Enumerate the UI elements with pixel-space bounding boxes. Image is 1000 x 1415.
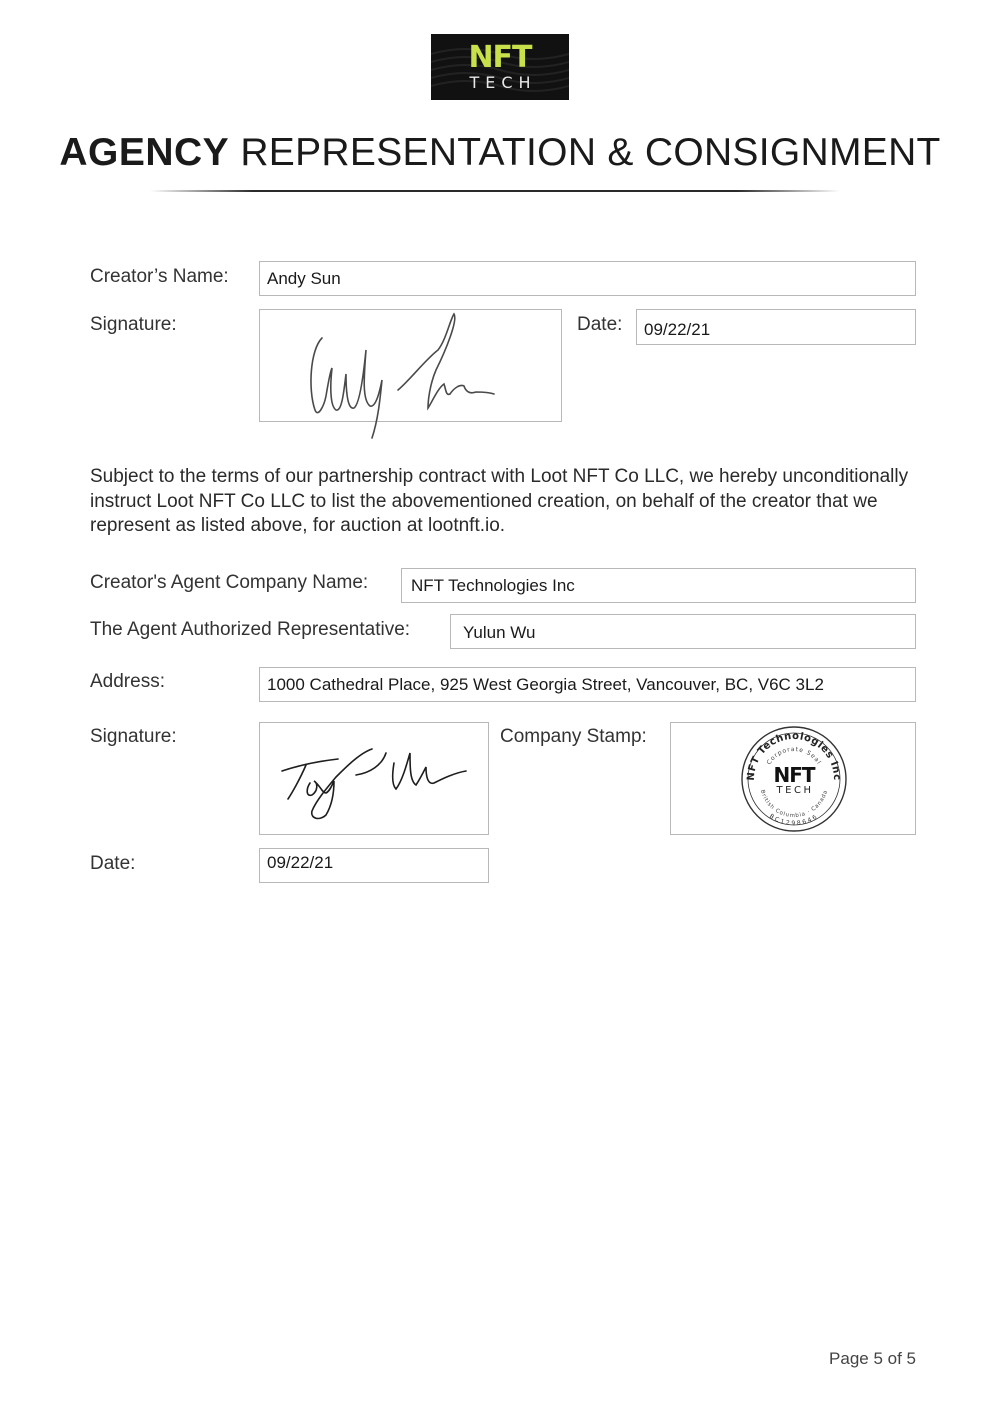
creator-date-field[interactable]: 09/22/21: [636, 309, 916, 345]
creator-name-field[interactable]: Andy Sun: [259, 261, 916, 296]
agent-signature-box[interactable]: [259, 722, 489, 835]
agent-company-label: Creator's Agent Company Name:: [90, 572, 369, 593]
nft-tech-logo: [431, 34, 569, 100]
document-title: [0, 128, 1000, 178]
stamp-center-sub: TECH: [776, 785, 814, 796]
logo-main-text: NFT: [468, 40, 532, 75]
title-rest-part: REPRESENTATION & CONSIGNMENT: [229, 131, 941, 174]
agent-representative-field[interactable]: Yulun Wu: [450, 614, 916, 649]
logo-sub-text: TECH: [469, 73, 537, 92]
company-stamp-label: Company Stamp:: [500, 726, 647, 747]
company-stamp-box: [670, 722, 916, 835]
agent-date-field[interactable]: 09/22/21: [259, 848, 489, 883]
stamp-center-main: NFT: [773, 763, 815, 787]
creator-signature-image: [260, 310, 561, 450]
page-number: Page 5 of 5: [829, 1349, 916, 1368]
agent-company-field[interactable]: NFT Technologies Inc: [401, 568, 916, 603]
title-divider: [150, 190, 840, 192]
agent-date-label: Date:: [90, 853, 136, 874]
agent-representative-label: The Agent Authorized Representative:: [90, 619, 411, 640]
address-label: Address:: [90, 671, 165, 692]
instruction-paragraph: Subject to the terms of our partnership contract with Loot NFT Co LLC, we hereby unconditionally instruct Loot NFT Co LLC to list the abovementioned creation, on behalf of the creator that we represent as listed above, for auction at lootnft.io.: [90, 466, 909, 536]
agent-signature-label: Signature:: [90, 726, 177, 747]
creator-date-label: Date:: [577, 314, 623, 335]
creator-signature-label: Signature:: [90, 314, 177, 335]
stamp-number: BC1298646: [768, 812, 820, 828]
address-field[interactable]: 1000 Cathedral Place, 925 West Georgia Street, Vancouver, BC, V6C 3L2: [259, 667, 916, 702]
stamp-bottom-text: British Columbia · Canada: [758, 789, 830, 820]
creator-name-label: Creator’s Name:: [90, 266, 229, 287]
creator-signature-box[interactable]: [259, 309, 562, 422]
stamp-sub-text: Corporate Seal: [765, 745, 823, 767]
stamp-ring-text: NFT Technologies Inc: [745, 730, 843, 781]
title-bold-part: AGENCY: [59, 131, 230, 174]
agent-signature-image: [260, 723, 488, 834]
company-stamp-image: [671, 723, 915, 834]
